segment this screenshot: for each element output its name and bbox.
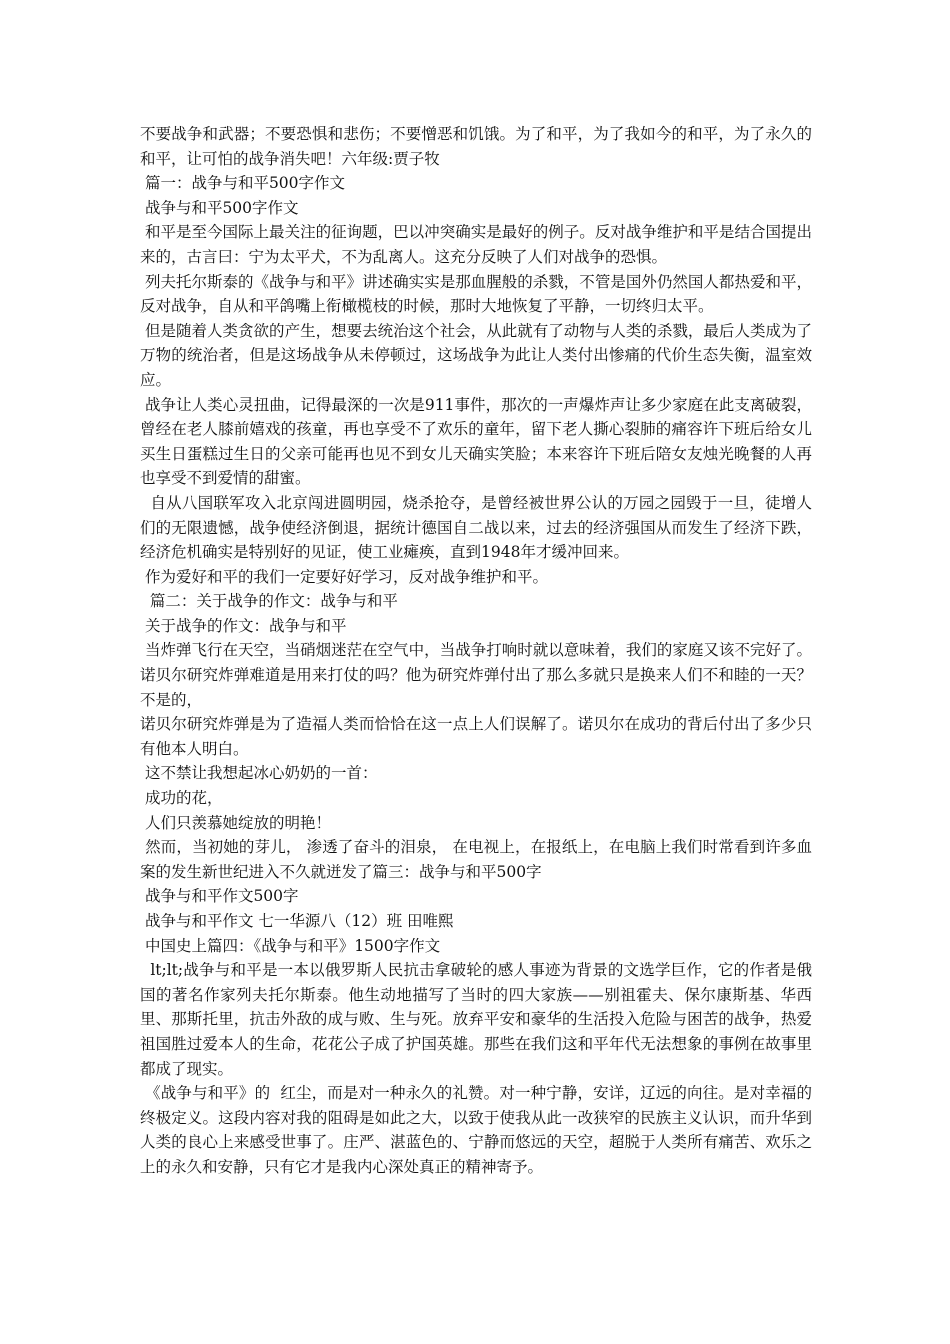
paragraph: 自从八国联军攻入北京闯进圆明园，烧杀抢夺，是曾经被世界公认的万园之园毁于一旦，徒增人们的无限遗憾，战争使经济倒退，据统计德国自二战以来，过去的经济强国从而发生了经济下跌，经济危机确实是特别好的见证，使工业瘫痪，直到1948年才缓冲回来。 bbox=[140, 493, 812, 562]
paragraph: 但是随着人类贪欲的产生，想要去统治这个社会，从此就有了动物与人类的杀戮，最后人类成为了万物的统治者，但是这场战争从未停顿过，这场战争为此让人类付出惨痛的代价生态失衡，温室效应。 bbox=[140, 321, 812, 389]
paragraph: 篇二：关于战争的作文：战争与和平 bbox=[140, 592, 398, 611]
paragraph: 《战争与和平》的 红尘，而是对一种永久的礼赞。对一种宁静，安详，辽远的向往。是对幸福的终极定义。这段内容对我的阻碍是如此之大，以致于使我从此一改狭窄的民族主义认识，而升华到人类的良心上来感受世事了。庄严、湛蓝色的、宁静而悠远的天空，超脱于人类所有痛苦、欢乐之上的永久和安静，只有它才是我内心深处真正的精神寄予。 bbox=[140, 1084, 812, 1176]
paragraph: 战争让人类心灵扭曲，记得最深的一次是911事件，那次的一声爆炸声让多少家庭在此支离破裂，曾经在老人膝前嬉戏的孩童，再也享受不了欢乐的童年，留下老人撕心裂肺的痛容许下班后给女儿买生日蛋糕过生日的父亲可能再也见不到女儿天确实笑脸；本来容许下班后陪女友烛光晚餐的人再也享受不到爱情的甜蜜。 bbox=[140, 395, 812, 488]
paragraph: 和平是至今国际上最关注的征询题，巴以冲突确实是最好的例子。反对战争维护和平是结合国提出来的，古言曰：宁为太平犬，不为乱离人。这充分反映了人们对战争的恐惧。 bbox=[140, 223, 812, 266]
paragraph: 成功的花， bbox=[140, 789, 223, 808]
paragraph: 作为爱好和平的我们一定要好好学习，反对战争维护和平。 bbox=[140, 567, 548, 586]
paragraph: 当炸弹飞行在天空，当硝烟迷茫在空气中，当战争打响时就以意味着，我们的家庭又该不完好了。诺贝尔研究炸弹难道是用来打仗的吗？他为研究炸弹付出了那么多就只是换来人们不和睦的一天？不是的， bbox=[140, 641, 812, 709]
paragraph: 诺贝尔研究炸弹是为了造福人类而恰恰在这一点上人们误解了。诺贝尔在成功的背后付出了多少只有他本人明白。 bbox=[140, 715, 812, 758]
paragraph: 篇一：战争与和平500字作文 bbox=[140, 174, 346, 193]
paragraph: 这不禁让我想起冰心奶奶的一首： bbox=[140, 764, 378, 783]
paragraph: 战争与和平作文500字 bbox=[140, 887, 299, 906]
paragraph: 战争与和平作文 七一华源八（12）班 田唯熙 bbox=[140, 912, 454, 930]
paragraph: lt;lt;战争与和平是一本以俄罗斯人民抗击拿破轮的感人事迹为背景的文选学巨作，它的作者是俄国的著名作家列夫托尔斯泰。他生动地描写了当时的四大家族——别祖霍夫、保尔康斯基、华西里、那斯托里，抗击外敌的成与败、生与死。放弃平安和豪华的生活投入危险与困苦的战争，热爱祖国胜过爱本人的生命，花花公子成了护国英雄。那些在我们这和平年代无法想象的事例在故事里都成了现实。 bbox=[140, 961, 813, 1078]
paragraph: 不要战争和武器；不要恐惧和悲伤；不要憎恶和饥饿。为了和平，为了我如今的和平，为了永久的和平，让可怕的战争消失吧！六年级:贾子牧 bbox=[140, 125, 812, 168]
document-body bbox=[140, 122, 812, 1180]
paragraph: 人们只羡慕她绽放的明艳！ bbox=[140, 813, 331, 832]
paragraph: 战争与和平500字作文 bbox=[140, 198, 299, 217]
paragraph: 关于战争的作文：战争与和平 bbox=[140, 616, 347, 635]
paragraph: 中国史上篇四：《战争与和平》1500字作文 bbox=[140, 936, 441, 955]
paragraph: 然而，当初她的芽儿， 渗透了奋斗的泪泉， 在电视上，在报纸上，在电脑上我们时常看到许多血案的发生新世纪进入不久就迸发了篇三：战争与和平500字 bbox=[140, 838, 812, 881]
paragraph: 列夫托尔斯泰的《战争与和平》讲述确实实是那血腥般的杀戮，不管是国外仍然国人都热爱和平，反对战争，自从和平鸽嘴上衔橄榄枝的时候，那时大地恢复了平静，一切终归太平。 bbox=[140, 272, 812, 316]
